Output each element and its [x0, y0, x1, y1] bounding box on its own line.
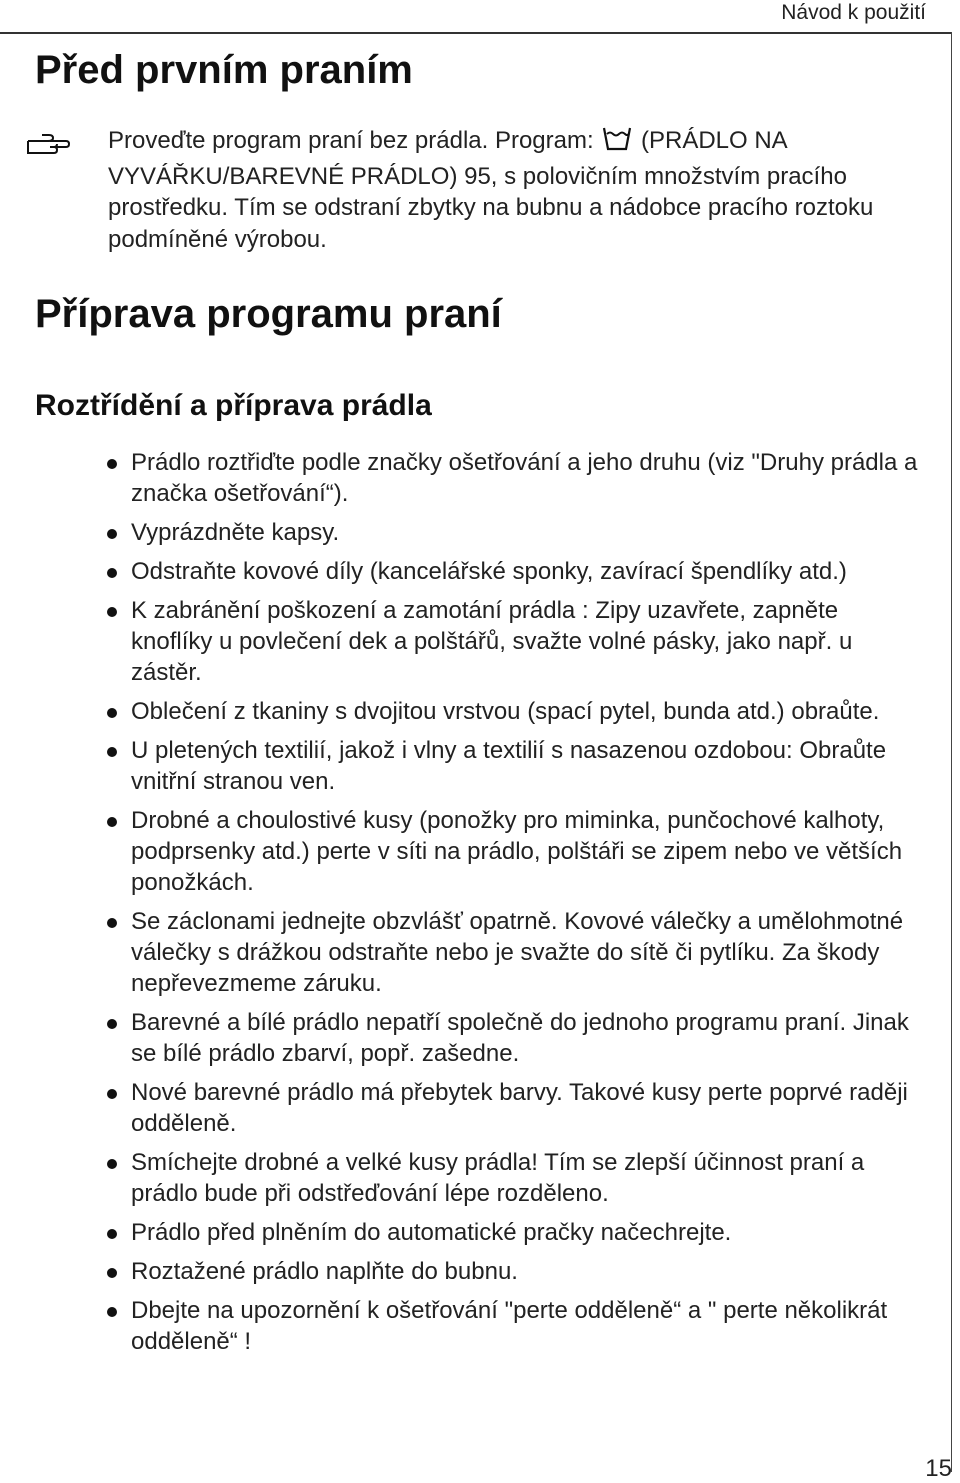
note-text-before: Proveďte program praní bez prádla. Program: — [108, 127, 601, 154]
page-number: 15 — [925, 1455, 952, 1482]
list-item-text: Drobné a choulostivé kusy (ponožky pro miminka, punčochové kalhoty, podprsenky atd.) perte v síti na prádlo, polštáři se zipem nebo ve větších ponožkách. — [131, 807, 903, 896]
pointing-hand-icon — [26, 131, 72, 162]
list-item — [131, 517, 921, 548]
list-item-text: Nové barevné prádlo má přebytek barvy. Takové kusy perte poprvé raději odděleně. — [131, 1079, 908, 1137]
list-item — [131, 595, 921, 688]
first-wash-note — [108, 124, 908, 255]
list-item-text: U pletených textilií, jakož i vlny a textilií s nasazenou ozdobou: Obraůte vnitřní stranou ven. — [131, 737, 887, 795]
list-item — [131, 1007, 921, 1069]
list-item-text: Roztažené prádlo naplňte do bubnu. — [131, 1258, 518, 1285]
bullet-icon — [107, 1159, 117, 1169]
bullet-icon — [107, 1268, 117, 1278]
list-item-text: Oblečení z tkaniny s dvojitou vrstvou (spací pytel, bunda atd.) obraůte. — [131, 698, 880, 725]
list-item — [131, 1256, 921, 1287]
bullet-icon — [107, 1229, 117, 1239]
wash-tub-icon — [602, 124, 632, 161]
list-item — [131, 1217, 921, 1248]
list-item — [131, 556, 921, 587]
bullet-icon — [107, 1307, 117, 1317]
list-item — [131, 1295, 921, 1357]
list-item-text: Prádlo před plněním do automatické pračky načechrejte. — [131, 1219, 732, 1246]
list-item-text: Se záclonami jednejte obzvlášť opatrně. Kovové válečky a umělohmotné válečky s drážkou odstraňte nebo je svažte do sítě či pytlíku. Za škody nepřevezmeme záruku. — [131, 908, 904, 997]
section-title-program-prep: Příprava programu praní — [35, 292, 502, 336]
list-item-text: Dbejte na upozornění k ošetřování "perte odděleně“ a " perte několikrát odděleně“ ! — [131, 1297, 888, 1355]
list-item — [131, 447, 921, 509]
bullet-icon — [107, 1089, 117, 1099]
list-item — [131, 805, 921, 898]
bullet-icon — [107, 747, 117, 757]
bullet-icon — [107, 568, 117, 578]
list-item-text: Smíchejte drobné a velké kusy prádla! Tím se zlepší účinnost praní a prádlo bude při odstřeďování lépe rozděleno. — [131, 1149, 865, 1207]
section-title-first-wash: Před prvním praním — [35, 48, 413, 92]
list-item-text: Barevné a bílé prádlo nepatří společně do jednoho programu praní. Jinak se bílé prádlo zbarví, popř. zašedne. — [131, 1009, 909, 1067]
list-item — [131, 906, 921, 999]
list-item — [131, 735, 921, 797]
bullet-icon — [107, 708, 117, 718]
header-rule — [0, 32, 952, 34]
list-item-text: K zabránění poškození a zamotání prádla : Zipy uzavřete, zapněte knoflíky u povlečení dek a polštářů, svažte volné pásky, jako např. u zástěr. — [131, 597, 853, 686]
bullet-icon — [107, 817, 117, 827]
preparation-list — [131, 447, 921, 1365]
list-item-text: Vyprázdněte kapsy. — [131, 519, 340, 546]
bullet-icon — [107, 459, 117, 469]
bullet-icon — [107, 918, 117, 928]
list-item — [131, 696, 921, 727]
subsection-title-sorting: Roztřídění a příprava prádla — [35, 389, 432, 422]
page-header-title: Návod k použití — [781, 1, 926, 24]
bullet-icon — [107, 529, 117, 539]
page-edge-rule — [951, 32, 952, 1472]
list-item-text: Prádlo roztřiďte podle značky ošetřování a jeho druhu (viz "Druhy prádla a značka ošetřování“). — [131, 449, 918, 507]
bullet-icon — [107, 607, 117, 617]
list-item-text: Odstraňte kovové díly (kancelářské sponky, zavírací špendlíky atd.) — [131, 558, 847, 585]
list-item — [131, 1147, 921, 1209]
note-text-after: (PRÁDLO NA VYVÁŘKU/BAREVNÉ PRÁDLO) 95, s polovičním množstvím pracího prostředku. Tím se odstraní zbytky na bubnu a nádobce pracího roztoku podmíněné výrobou. — [108, 127, 874, 253]
bullet-icon — [107, 1019, 117, 1029]
list-item — [131, 1077, 921, 1139]
